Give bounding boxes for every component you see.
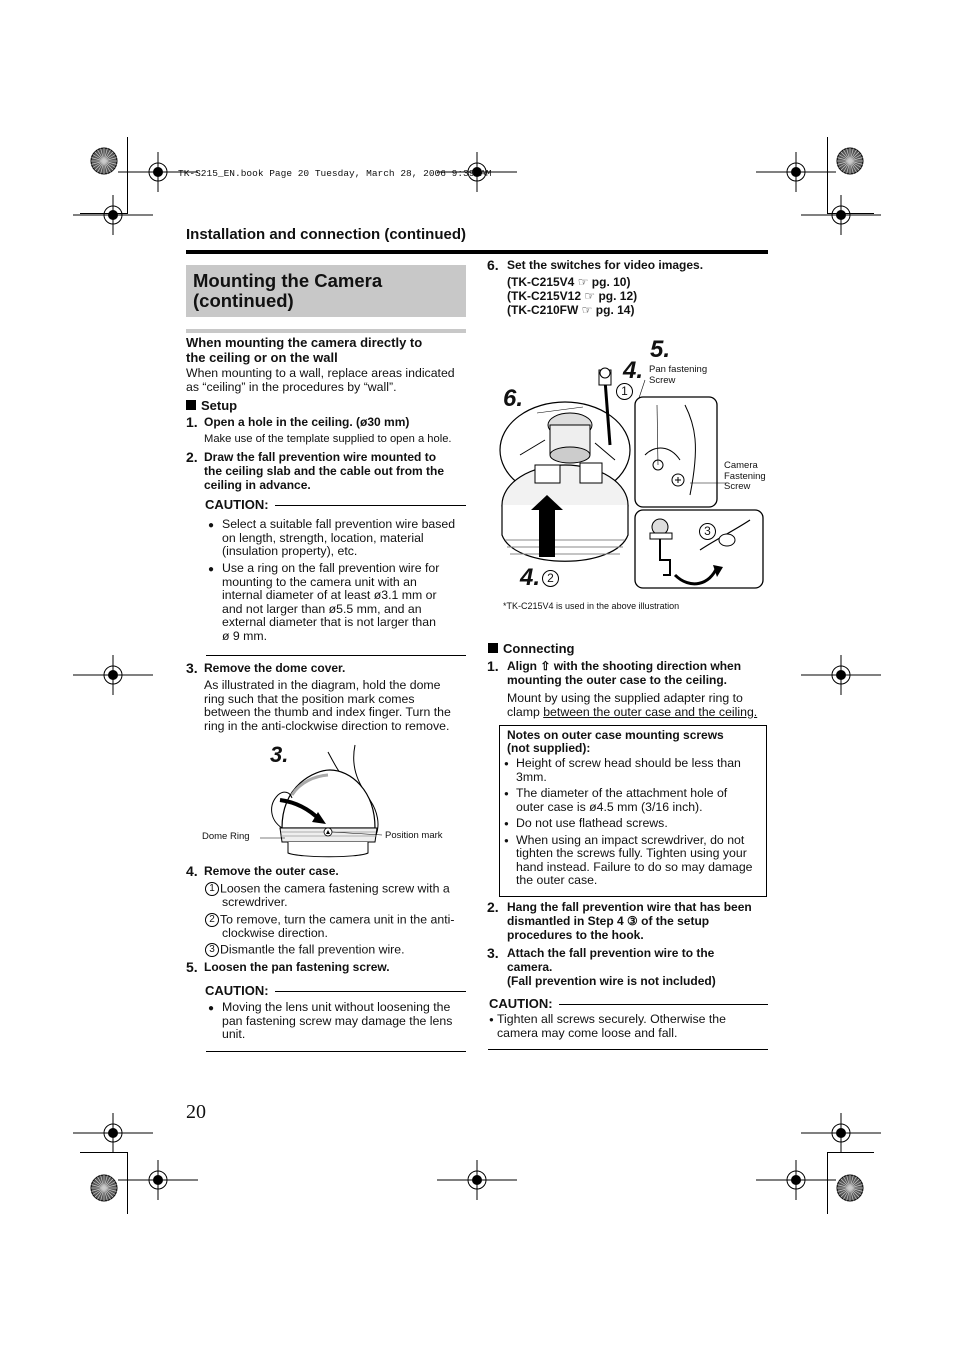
registration-target-icon xyxy=(756,1160,836,1200)
connecting-heading: Connecting xyxy=(488,641,575,656)
text-line: (insulation property), etc. xyxy=(222,544,358,558)
step1-number: 1. xyxy=(186,414,198,430)
c3-number: 3. xyxy=(487,945,499,961)
text-line: on length, strength, location, material xyxy=(222,530,424,545)
page-number: 20 xyxy=(186,1101,206,1123)
text-line: (Fall prevention wire is not included) xyxy=(507,973,716,988)
step6-refs xyxy=(507,276,637,317)
step4-title: Remove the outer case. xyxy=(204,864,339,878)
section-title: Mounting the Camera (continued) xyxy=(193,270,383,311)
print-header: TK-S215_EN.book Page 20 Tuesday, March 28, 2006 9:39 AM xyxy=(178,168,492,179)
step4-item: 1 Loosen the camera fastening screw with a screwdriver. xyxy=(205,882,454,910)
caution1-bullet1 xyxy=(222,518,455,559)
bullet-icon: ● xyxy=(504,759,509,768)
c2-text xyxy=(507,901,752,942)
text-line: between the thumb and index finger. Turn the xyxy=(204,705,451,719)
caution3-label: CAUTION: xyxy=(489,996,553,1011)
caution2-bullet1 xyxy=(222,1001,452,1042)
step6-title: Set the switches for video images. xyxy=(507,258,704,272)
bullet-icon: ● xyxy=(208,520,215,531)
setup-heading: Setup xyxy=(186,398,237,413)
step5-number: 5. xyxy=(186,959,198,975)
bullet-icon: ● xyxy=(504,819,509,828)
c1-number: 1. xyxy=(487,658,499,674)
text-line: ring in the anti-clockwise direction to remove. xyxy=(204,718,450,733)
step6-number: 6. xyxy=(487,257,499,273)
note-item: ● Height of screw head should be less than 3mm. xyxy=(504,756,741,784)
fig3-label: 3. xyxy=(270,742,289,767)
text-line: Screw xyxy=(649,374,676,386)
fig-circle-1: 1 xyxy=(616,383,634,401)
fig-label-4a: 4. xyxy=(623,357,644,384)
fig-note: *TK-C215V4 is used in the above illustration xyxy=(503,601,680,611)
section-title-underbar xyxy=(186,329,466,333)
registration-target-icon xyxy=(73,655,153,695)
text-line: dismantled in Step 4 ③ of the setup xyxy=(507,913,710,928)
step4-number: 4. xyxy=(186,863,198,879)
step1-body: Make use of the template supplied to open a hole. xyxy=(204,433,452,445)
registration-target-icon xyxy=(73,1113,153,1153)
pointing-hand-icon: ☞ xyxy=(574,275,592,289)
text-line: Fastening xyxy=(724,470,766,482)
caution1-bullet2 xyxy=(222,562,439,643)
bullet-icon: ● xyxy=(208,564,215,575)
fig-camera-screw-label xyxy=(724,461,766,493)
running-head-rule xyxy=(186,250,768,254)
notes-box xyxy=(499,725,767,897)
text-line: Select a suitable fall prevention wire based xyxy=(222,517,456,531)
fig-circle-3: 3 xyxy=(699,523,717,541)
text-line: Moving the lens unit without loosening the xyxy=(222,1000,451,1014)
circled-number: 2 xyxy=(205,913,219,927)
subhead: When mounting the camera directly to the ceiling or on the wall xyxy=(186,335,423,365)
c2-number: 2. xyxy=(487,899,499,915)
page-reference: (TK-C210FW ☞ pg. 14) xyxy=(507,302,635,317)
text-line: unit. xyxy=(222,1027,246,1041)
registration-target-icon xyxy=(437,1160,517,1200)
square-bullet-icon xyxy=(186,400,196,410)
caution1-label: CAUTION: xyxy=(205,497,269,512)
step3-title: Remove the dome cover. xyxy=(204,661,346,675)
note-item: ● When using an impact screwdriver, do not tighten the screws fully. Tighten using your hand instead. Failure to do so may damage the outer case. xyxy=(504,832,753,887)
text-line: internal diameter of at least ø3.1 mm or xyxy=(222,588,437,602)
bullet-icon: ● xyxy=(208,1003,215,1014)
running-head: Installation and connection (continued) xyxy=(186,226,466,243)
fig-circle-2: 2 xyxy=(542,570,560,588)
step3-number: 3. xyxy=(186,660,198,676)
text-line: external diameter that is not larger than xyxy=(222,615,436,629)
step1-title: Open a hole in the ceiling. (ø30 mm) xyxy=(204,415,410,429)
intro-text: When mounting to a wall, replace areas indicated as “ceiling” in the procedures by “wall”. xyxy=(186,366,455,394)
dome-cover-illustration xyxy=(240,740,400,865)
fig-label-5: 5. xyxy=(650,336,671,363)
pointing-hand-icon: ☞ xyxy=(578,302,596,317)
registration-star-icon xyxy=(837,148,863,174)
fig-pan-screw-label xyxy=(649,365,707,386)
fig3-position-mark-label: Position mark xyxy=(385,830,443,841)
registration-target-icon xyxy=(73,195,153,235)
c1-body: Mount by using the supplied adapter ring to clamp between the outer case and the ceiling. xyxy=(507,691,758,719)
registration-target-icon xyxy=(801,195,881,235)
registration-star-icon xyxy=(91,1175,117,1201)
text-line: Hang the fall prevention wire that has been xyxy=(507,900,752,914)
registration-target-icon xyxy=(801,1113,881,1153)
text-line: Attach the fall prevention wire to the xyxy=(507,946,715,960)
circled-number: 3 xyxy=(205,943,219,957)
page-reference: (TK-C215V12 ☞ pg. 12) xyxy=(507,288,638,303)
fig-label-4b: 4. xyxy=(520,564,541,591)
text-line: Pan fastening xyxy=(649,364,708,375)
registration-star-icon xyxy=(837,1175,863,1201)
notes-list xyxy=(504,757,766,891)
text-line: procedures to the hook. xyxy=(507,927,644,942)
fig-label-6: 6. xyxy=(503,385,524,412)
text-line: camera. xyxy=(507,959,553,974)
step5-title: Loosen the pan fastening screw. xyxy=(204,960,390,974)
step2-title: Draw the fall prevention wire mounted to the ceiling slab and the cable out from the ceiling in advance. xyxy=(204,450,445,492)
text-line: and not larger than ø5.5 mm, and an xyxy=(222,601,422,616)
registration-star-icon xyxy=(91,148,117,174)
page-reference: (TK-C215V4 ☞ pg. 10) xyxy=(507,275,631,289)
text-line: camera may come loose and fall. xyxy=(497,1025,678,1040)
square-bullet-icon xyxy=(488,643,498,653)
note-item: ● Do not use flathead screws. xyxy=(504,816,668,830)
bullet-icon: ● xyxy=(504,789,509,798)
notes-title: Notes on outer case mounting screws (not supplied): xyxy=(507,728,724,755)
caution3-text xyxy=(497,1013,726,1040)
step4-item: 3 Dismantle the fall prevention wire. xyxy=(205,943,454,957)
text-line: Tighten all screws securely. Otherwise the xyxy=(497,1012,726,1026)
bullet-icon: ● xyxy=(489,1015,494,1024)
text-line: Screw xyxy=(724,481,751,492)
section-title-box xyxy=(186,265,466,317)
c1-title: Align ⇧ with the shooting direction when mounting the outer case to the ceiling. xyxy=(507,659,742,687)
pointing-hand-icon: ☞ xyxy=(581,288,599,303)
circled-number: 1 xyxy=(205,882,219,896)
step4-item: 2 To remove, turn the camera unit in the anti- clockwise direction. xyxy=(205,913,454,941)
text-line: mounting to the camera unit with an xyxy=(222,574,417,589)
text-line: Use a ring on the fall prevention wire for xyxy=(222,561,440,575)
text-line: pan fastening screw may damage the lens xyxy=(222,1013,453,1028)
step3-body xyxy=(204,679,451,733)
c3-text xyxy=(507,947,716,988)
registration-target-icon xyxy=(801,655,881,695)
caution2-label: CAUTION: xyxy=(205,983,269,998)
step2-number: 2. xyxy=(186,449,198,465)
step4-list xyxy=(205,882,454,960)
registration-target-icon xyxy=(756,152,836,192)
bullet-icon: ● xyxy=(504,835,509,845)
note-item: ● The diameter of the attachment hole of outer case is ø4.5 mm (3/16 inch). xyxy=(504,786,728,814)
text-line: ø 9 mm. xyxy=(222,628,268,643)
registration-target-icon xyxy=(118,1160,198,1200)
text-line: Camera xyxy=(724,460,758,471)
text-line: As illustrated in the diagram, hold the dome xyxy=(204,678,441,692)
text-line: ring such that the position mark comes xyxy=(204,691,415,706)
fig3-dome-ring-label: Dome Ring xyxy=(202,831,250,842)
